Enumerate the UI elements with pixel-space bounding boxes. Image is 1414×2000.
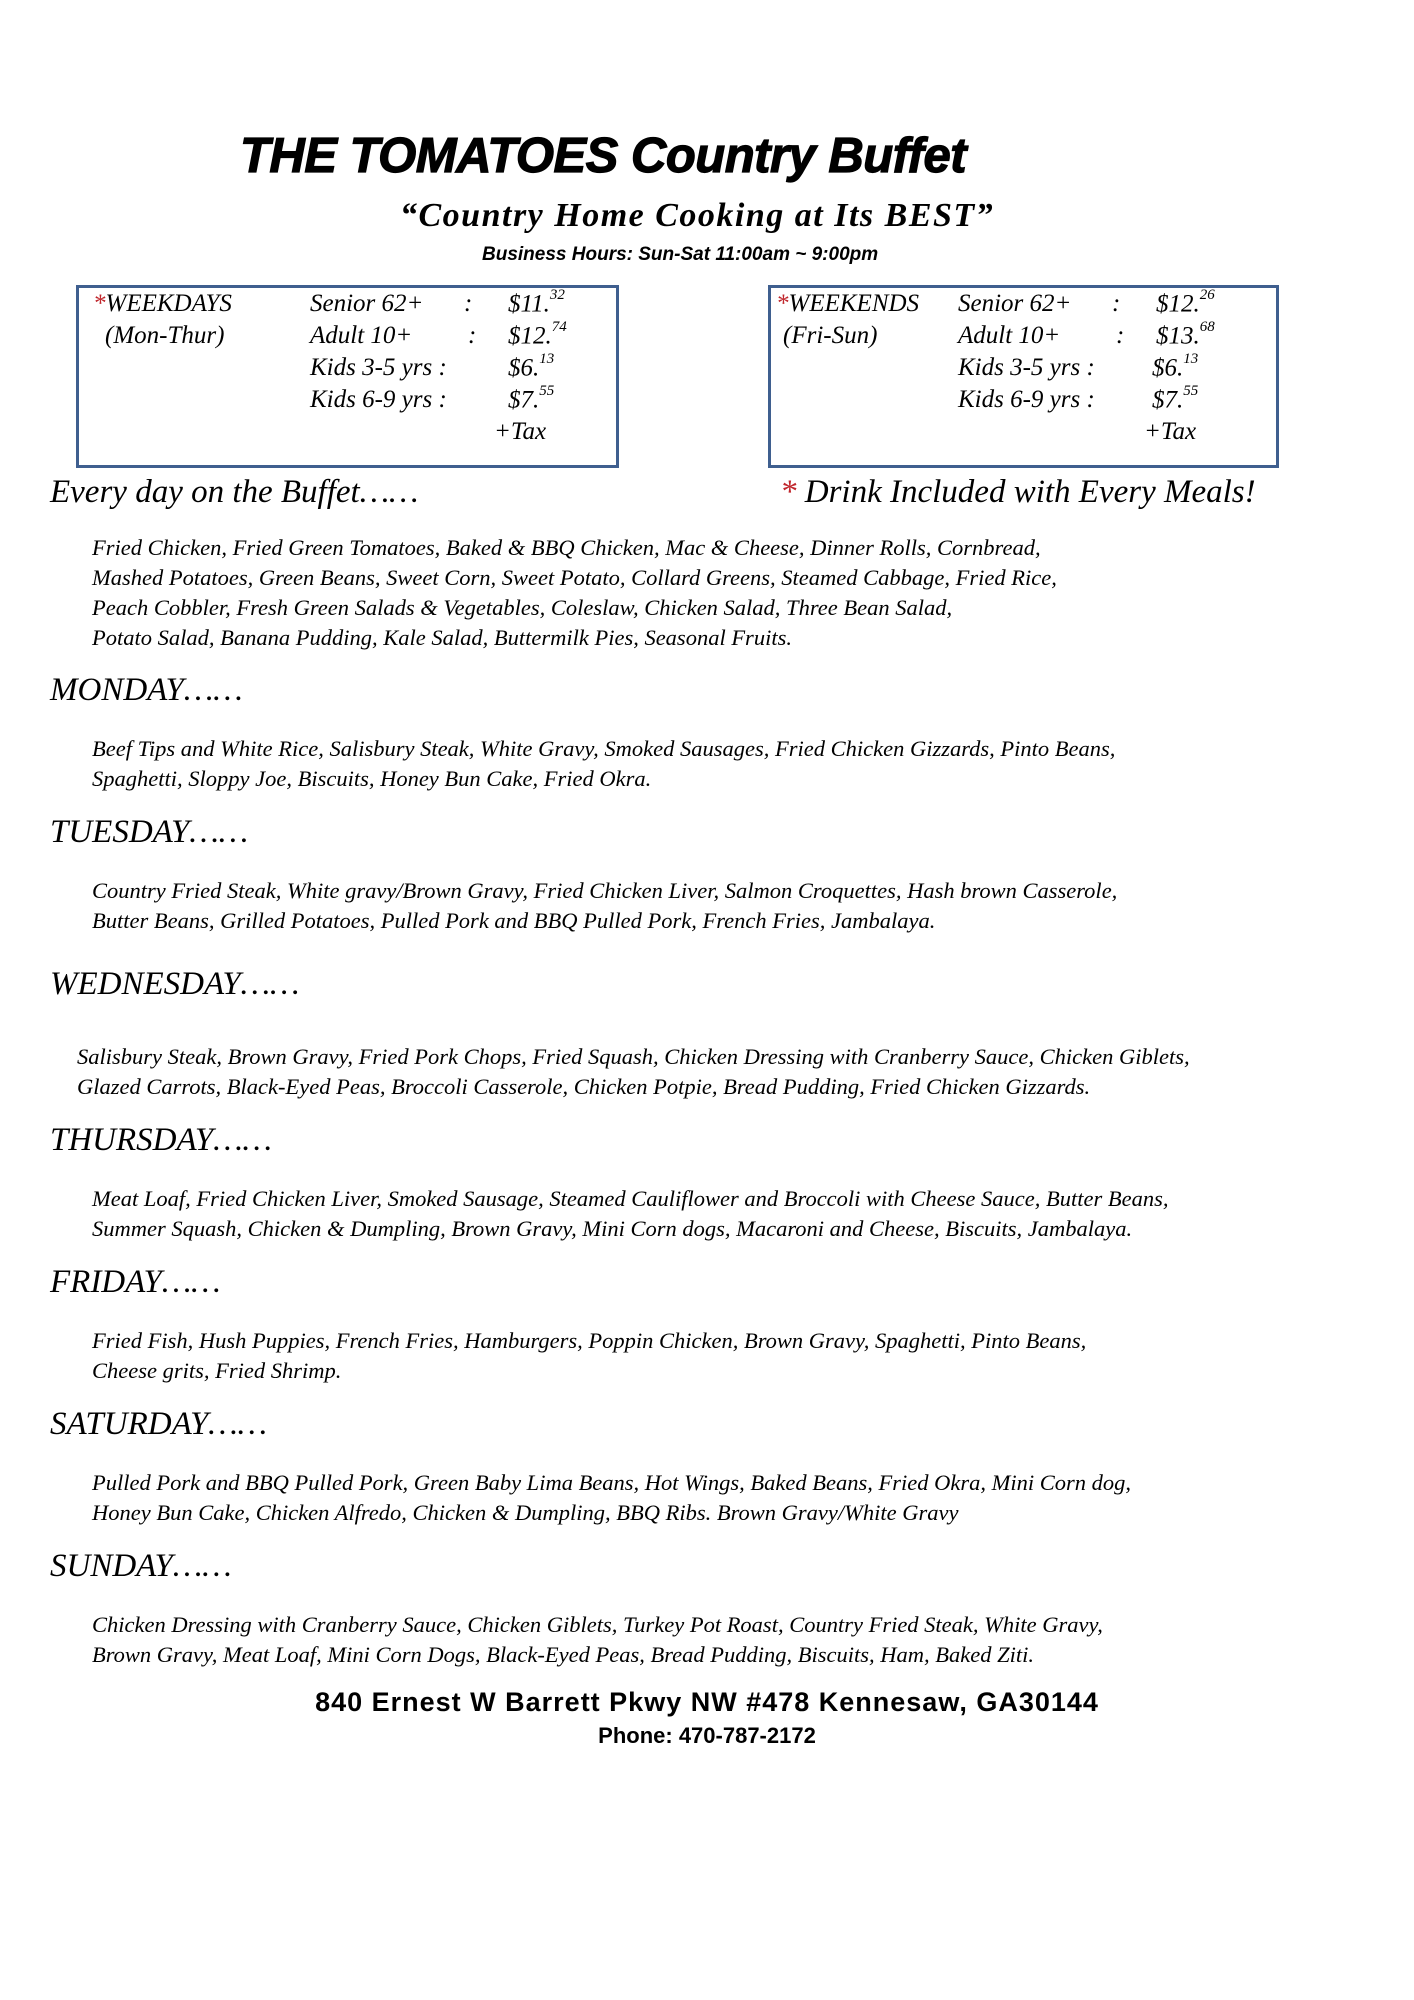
day-heading-sunday: SUNDAY……: [50, 1548, 232, 1584]
price-row-label: Senior 62+: [310, 290, 424, 317]
price-row-label: Adult 10+: [958, 322, 1061, 349]
menu-line: Fried Chicken, Fried Green Tomatoes, Baked & BBQ Chicken, Mac & Cheese, Dinner Rolls, Cornbread,: [92, 535, 1041, 560]
price-row-label: Adult 10+: [310, 322, 413, 349]
price-row-label: Kids 3-5 yrs :: [958, 354, 1095, 381]
price-value: $11.32: [508, 287, 565, 318]
weekend-label: [776, 290, 919, 318]
drink-note-text: Drink Included with Every Meals!: [796, 474, 1256, 510]
drink-note: [780, 474, 1256, 511]
page-title: THE TOMATOES Country Buffet: [240, 129, 967, 183]
menu-line: Peach Cobbler, Fresh Green Salads & Vegetables, Coleslaw, Chicken Salad, Three Bean Salad,: [92, 595, 953, 620]
menu-line: Pulled Pork and BBQ Pulled Pork, Green Baby Lima Beans, Hot Wings, Baked Beans, Fried Okra, Mini Corn dog,: [92, 1470, 1131, 1495]
asterisk: *: [93, 290, 106, 317]
day-heading-monday: MONDAY……: [50, 672, 243, 708]
price-row-sep: :: [1116, 322, 1125, 349]
weekday-days: (Mon-Thur): [105, 322, 225, 349]
everyday-heading: Every day on the Buffet……: [50, 474, 419, 510]
price-row-label: Kids 3-5 yrs :: [310, 354, 447, 381]
menu-line: Spaghetti, Sloppy Joe, Biscuits, Honey Bun Cake, Fried Okra.: [92, 766, 652, 791]
day-heading-tuesday: TUESDAY……: [50, 814, 249, 850]
menu-line: Chicken Dressing with Cranberry Sauce, Chicken Giblets, Turkey Pot Roast, Country Fried Steak, White Gravy,: [92, 1612, 1103, 1637]
price-value: $12.26: [1156, 287, 1215, 318]
weekend-days: (Fri-Sun): [783, 322, 878, 349]
weekday-label-text: WEEKDAYS: [105, 290, 232, 317]
menu-line: Salisbury Steak, Brown Gravy, Fried Pork Chops, Fried Squash, Chicken Dressing with Cranberry Sauce, Chicken Giblets,: [77, 1044, 1190, 1069]
weekday-label: [93, 290, 232, 318]
day-heading-wednesday: WEDNESDAY……: [50, 966, 300, 1002]
menu-line: Brown Gravy, Meat Loaf, Mini Corn Dogs, Black-Eyed Peas, Bread Pudding, Biscuits, Ham, Baked Ziti.: [92, 1642, 1034, 1667]
day-items-friday: [92, 1326, 1086, 1386]
slogan: “Country Home Cooking at Its BEST”: [400, 197, 995, 234]
tax-note: +Tax: [494, 418, 547, 445]
day-items-saturday: [92, 1468, 1131, 1528]
price-value: $13.68: [1156, 319, 1215, 350]
day-items-sunday: [92, 1610, 1103, 1670]
day-heading-friday: FRIDAY……: [50, 1264, 221, 1300]
phone-number: Phone: 470-787-2172: [598, 1723, 816, 1748]
price-value: $7.55: [1152, 383, 1199, 414]
price-row-sep: :: [468, 322, 477, 349]
day-heading-saturday: SATURDAY……: [50, 1406, 267, 1442]
day-items-monday: [92, 734, 1115, 794]
menu-line: Glazed Carrots, Black-Eyed Peas, Broccoli Casserole, Chicken Potpie, Bread Pudding, Fried Chicken Gizzards.: [77, 1074, 1091, 1099]
price-value: $6.13: [508, 351, 555, 382]
weekend-label-text: WEEKENDS: [788, 290, 920, 317]
business-hours: Business Hours: Sun-Sat 11:00am ~ 9:00pm: [482, 244, 879, 265]
day-items-wednesday: [77, 1042, 1190, 1102]
price-row-label: Kids 6-9 yrs :: [958, 386, 1095, 413]
everyday-items: [92, 533, 1057, 653]
menu-line: Mashed Potatoes, Green Beans, Sweet Corn, Sweet Potato, Collard Greens, Steamed Cabbage, Fried Rice,: [92, 565, 1057, 590]
address: 840 Ernest W Barrett Pkwy NW #478 Kennesaw, GA30144: [315, 1687, 1099, 1717]
menu-line: Fried Fish, Hush Puppies, French Fries, Hamburgers, Poppin Chicken, Brown Gravy, Spaghetti, Pinto Beans,: [92, 1328, 1087, 1353]
menu-line: Beef Tips and White Rice, Salisbury Steak, White Gravy, Smoked Sausages, Fried Chicken Gizzards, Pinto Beans,: [92, 736, 1116, 761]
price-value: $12.74: [508, 319, 567, 350]
tax-note: +Tax: [1144, 418, 1197, 445]
menu-line: Summer Squash, Chicken & Dumpling, Brown Gravy, Mini Corn dogs, Macaroni and Cheese, Biscuits, Jambalaya.: [92, 1216, 1133, 1241]
menu-line: Butter Beans, Grilled Potatoes, Pulled Pork and BBQ Pulled Pork, French Fries, Jambalaya.: [92, 908, 936, 933]
menu-line: Honey Bun Cake, Chicken Alfredo, Chicken & Dumpling, BBQ Ribs. Brown Gravy/White Gravy: [92, 1500, 959, 1525]
menu-line: Meat Loaf, Fried Chicken Liver, Smoked Sausage, Steamed Cauliflower and Broccoli with Cheese Sauce, Butter Beans,: [92, 1186, 1169, 1211]
menu-line: Country Fried Steak, White gravy/Brown Gravy, Fried Chicken Liver, Salmon Croquettes, Hash brown Casserole,: [92, 878, 1118, 903]
day-heading-thursday: THURSDAY……: [50, 1122, 272, 1158]
menu-line: Potato Salad, Banana Pudding, Kale Salad, Buttermilk Pies, Seasonal Fruits.: [92, 625, 792, 650]
price-row-sep: :: [1112, 290, 1121, 317]
price-row-label: Kids 6-9 yrs :: [310, 386, 447, 413]
price-value: $6.13: [1152, 351, 1199, 382]
asterisk: *: [776, 290, 789, 317]
day-items-thursday: [92, 1184, 1168, 1244]
price-row-sep: :: [464, 290, 473, 317]
day-items-tuesday: [92, 876, 1117, 936]
price-value: $7.55: [508, 383, 555, 414]
price-row-label: Senior 62+: [958, 290, 1072, 317]
asterisk: *: [780, 474, 797, 510]
menu-line: Cheese grits, Fried Shrimp.: [92, 1358, 342, 1383]
